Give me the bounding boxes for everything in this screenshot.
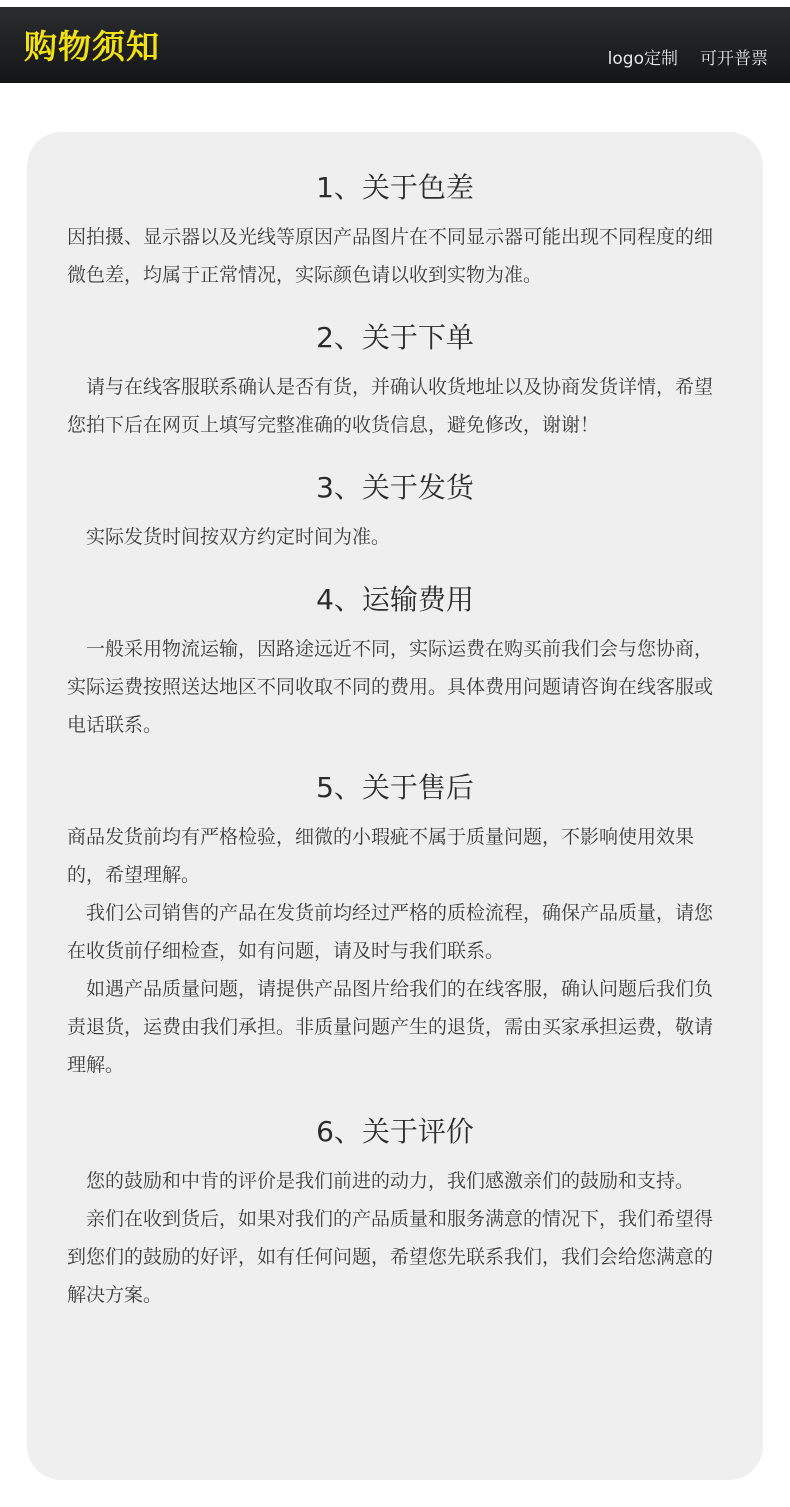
section-title: 6、关于评价 [316,1115,474,1148]
header-bar [0,7,790,83]
section-reviews [67,1110,723,1314]
section-paragraph: 因拍摄、显示器以及光线等原因产品图片在不同显示器可能出现不同程度的细微色差，均属于正常情况，实际颜色请以收到实物为准。 [67,226,714,286]
section-title: 1、关于色差 [316,171,474,204]
section-title: 4、运输费用 [316,583,474,616]
logo-custom-link[interactable]: logo定制 [607,49,678,69]
section-freight [67,578,723,744]
section-paragraph: 您的鼓励和中肯的评价是我们前进的动力，我们感激亲们的鼓励和支持。 [86,1170,695,1192]
header-links [608,47,768,71]
section-title: 2、关于下单 [316,321,474,354]
notice-card [27,132,763,1480]
section-color-difference [67,166,723,294]
section-shipping [67,466,723,556]
section-after-sales [67,766,723,1084]
section-paragraph: 一般采用物流运输，因路途远近不同，实际运费在购买前我们会与您协商，实际运费按照送达地区不同收取不同的费用。具体费用问题请咨询在线客服或电话联系。 [67,638,714,736]
section-paragraph: 请与在线客服联系确认是否有货，并确认收货地址以及协商发货详情，希望您拍下后在网页上填写完整准确的收货信息，避免修改，谢谢！ [67,376,714,436]
section-title: 5、关于售后 [316,771,474,804]
invoice-link[interactable]: 可开普票 [700,49,768,69]
section-ordering [67,316,723,444]
page-title: 购物须知 [24,27,160,66]
section-paragraph: 如遇产品质量问题，请提供产品图片给我们的在线客服，确认问题后我们负责退货，运费由我们承担。非质量问题产生的退货，需由买家承担运费，敬请理解。 [67,978,714,1076]
section-paragraph: 实际发货时间按双方约定时间为准。 [86,526,391,548]
section-paragraph: 我们公司销售的产品在发货前均经过严格的质检流程，确保产品质量，请您在收货前仔细检查，如有问题，请及时与我们联系。 [67,902,714,962]
section-paragraph: 商品发货前均有严格检验，细微的小瑕疵不属于质量问题，不影响使用效果的，希望理解。 [67,826,695,886]
section-paragraph: 亲们在收到货后，如果对我们的产品质量和服务满意的情况下，我们希望得到您们的鼓励的好评，如有任何问题，希望您先联系我们，我们会给您满意的解决方案。 [67,1208,714,1306]
section-title: 3、关于发货 [316,471,474,504]
